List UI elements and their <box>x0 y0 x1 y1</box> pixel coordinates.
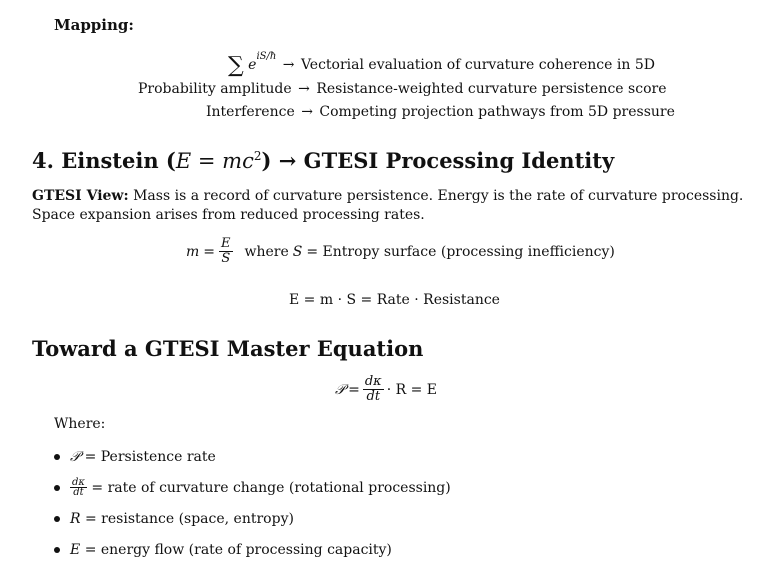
mapping-rhs: Resistance-weighted curvature persistence score <box>316 81 667 97</box>
equation-mass <box>186 237 615 266</box>
frac-den: dt <box>366 389 381 404</box>
heading-arrow: → <box>278 148 297 173</box>
frac-num: E <box>221 236 231 251</box>
mapping-row-amplitude <box>138 81 666 97</box>
list-item <box>54 534 451 565</box>
symbol-E: E <box>70 541 81 558</box>
gtesi-view-text: Mass is a record of curvature persistence. Energy is the rate of curvature processing. Space expansion arises from reduced processing rates. <box>32 188 744 223</box>
equation-master <box>335 375 437 404</box>
mapping-arrow: → <box>298 81 310 97</box>
exp-base: e <box>248 57 257 73</box>
mapping-arrow: → <box>282 57 295 73</box>
gtesi-view-paragraph <box>32 187 754 225</box>
bullet-icon <box>54 516 60 522</box>
frac-den: dt <box>73 487 84 498</box>
heading-eq: = <box>191 149 223 173</box>
heading-E: E <box>175 149 192 173</box>
symbol-R: R <box>70 510 81 527</box>
heading-close: ) <box>261 148 272 173</box>
exp-power: iS/ħ <box>256 51 277 62</box>
where-label: Where: <box>54 416 106 432</box>
sum-symbol: ∑ <box>228 53 244 78</box>
frac-den: S <box>221 251 231 266</box>
eq-P: 𝒫 <box>335 381 346 398</box>
eq-where: where <box>244 243 289 260</box>
frac-num: dκ <box>364 374 382 389</box>
bullet-icon <box>54 485 60 491</box>
mapping-arrow: → <box>301 104 313 120</box>
mapping-rhs: Competing projection pathways from 5D pressure <box>319 104 675 120</box>
definition-text: = resistance (space, entropy) <box>85 510 294 527</box>
fraction-E-over-S <box>219 237 233 266</box>
bullet-icon <box>54 547 60 553</box>
equation-energy: E = m · S = Rate · Resistance <box>289 292 500 308</box>
fraction-dk-dt-small <box>70 478 87 497</box>
mapping-title: Mapping: <box>54 16 134 34</box>
mapping-row-interference <box>206 104 675 120</box>
heading-mc: mc <box>222 149 254 173</box>
gtesi-view-label: GTESI View: <box>32 188 129 204</box>
eq-equals: = <box>348 381 360 398</box>
definition-text: = rate of curvature change (rotational processing) <box>91 479 451 496</box>
fraction-dk-dt <box>363 375 384 404</box>
symbol-P: 𝒫 <box>70 448 81 465</box>
eq-m: m <box>186 243 200 260</box>
eq-entropy-def: = Entropy surface (processing inefficiency) <box>306 243 615 260</box>
heading-prefix: 4. Einstein ( <box>32 148 176 173</box>
mapping-lhs: Probability amplitude <box>138 81 292 97</box>
list-item <box>54 441 451 472</box>
section-heading-einstein <box>32 148 614 173</box>
frac-num: dκ <box>72 477 85 488</box>
heading-suffix: GTESI Processing Identity <box>303 148 615 173</box>
heading-sup: 2 <box>253 149 262 163</box>
list-item <box>54 472 451 503</box>
section-heading-master: Toward a GTESI Master Equation <box>32 336 424 361</box>
mapping-rhs: Vectorial evaluation of curvature coherence in 5D <box>300 57 655 73</box>
definitions-list <box>54 441 451 565</box>
eq-equals: = <box>203 243 216 260</box>
eq-rest: · R = E <box>386 381 437 398</box>
mapping-row-sum <box>228 50 655 78</box>
mapping-lhs: Interference <box>206 104 295 120</box>
definition-text: = Persistence rate <box>84 448 216 465</box>
eq-S: S <box>292 243 303 260</box>
definition-text: = energy flow (rate of processing capacity) <box>84 541 392 558</box>
list-item <box>54 503 451 534</box>
bullet-icon <box>54 454 60 460</box>
